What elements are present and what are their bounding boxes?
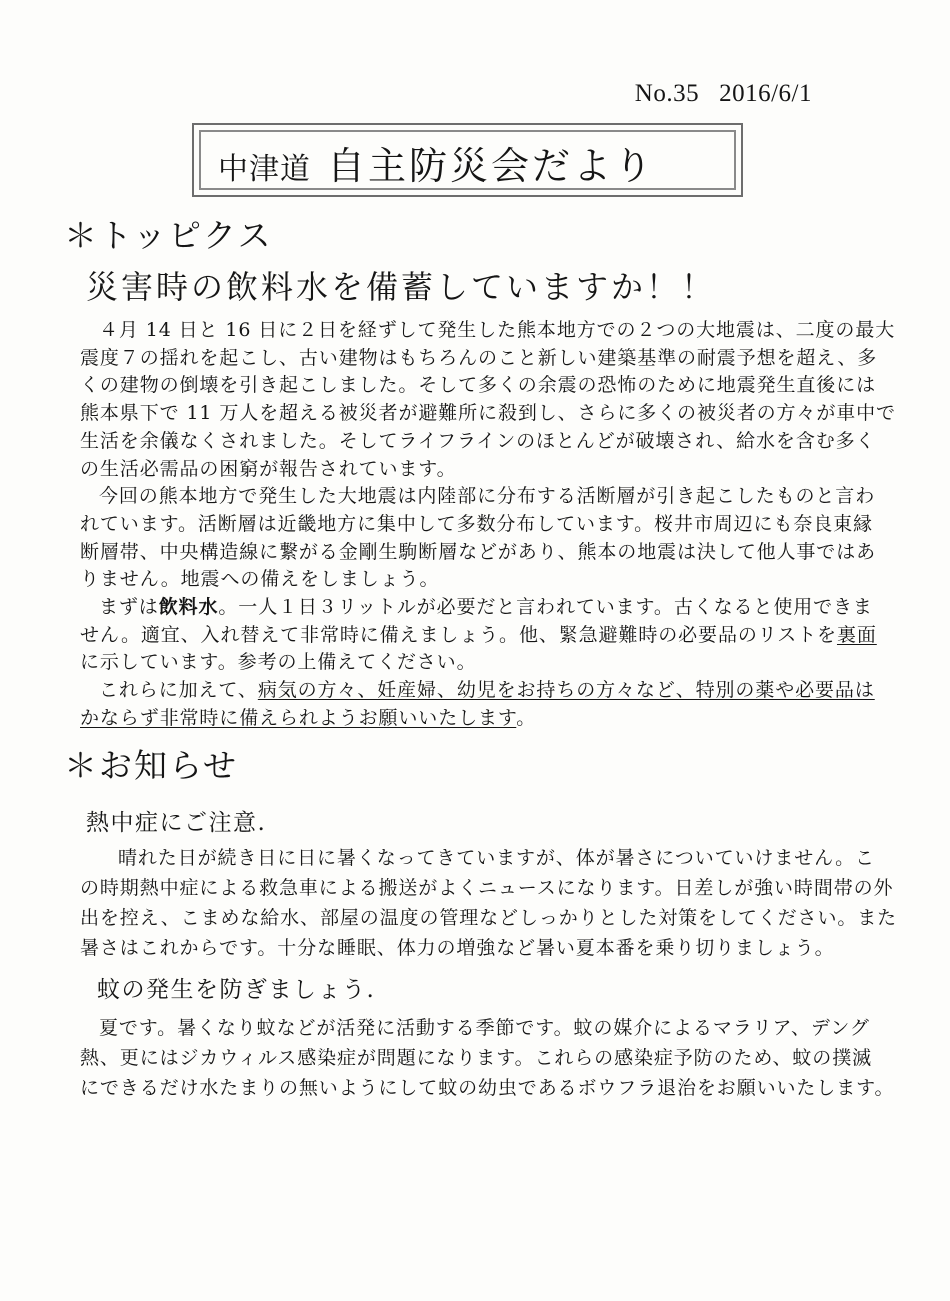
- newsletter-title: [218, 135, 655, 190]
- text-line: 熱、更にはジカウィルス感染症が問題になります。これらの感染症予防のため、蚊の撲滅: [80, 1047, 873, 1069]
- topics-heading: ＊トッピクス: [64, 216, 273, 255]
- notice-heading: ＊お知らせ: [64, 746, 239, 785]
- text-line: の生活必需品の困窮が報告されています。: [80, 457, 457, 480]
- title-main: 自主防災会だより: [327, 144, 656, 188]
- issue-info: [635, 80, 812, 108]
- text-line: 震度７の揺れを起こし、古い建物はもちろんのこと新しい建築基準の耐震予想を超え、多: [80, 346, 878, 369]
- topics-body: [80, 317, 896, 733]
- text-line: にできるだけ水たまりの無いようにして蚊の幼虫であるボウフラ退治をお願いいたします。: [80, 1077, 895, 1099]
- text-line: 晴れた日が続き日に日に暑くなってきていますが、体が暑さについていけません。こ: [118, 847, 875, 869]
- text-segment: 。: [516, 706, 537, 729]
- text-line: [80, 622, 880, 650]
- special-needs-underline: かならず非常時に備えられようお願いいたします: [80, 706, 517, 729]
- text-line: の時期熱中症による救急車による搬送がよくニュースになります。日差しが強い時間帯の外: [80, 877, 894, 899]
- mosquito-heading: 蚊の発生を防ぎましょう.: [97, 977, 376, 1003]
- text-line: に示しています。参考の上備えてください。: [80, 651, 477, 674]
- title-area-name: 中津道: [218, 152, 311, 187]
- text-line: 出を控え、こまめな給水、部屋の温度の管理などしっかりとした対策をしてください。また: [80, 907, 898, 929]
- text-line: ４月 14 日と 16 日に２日を経ずして発生した熊本地方での２つの大地震は、二度の最大: [99, 319, 896, 341]
- special-needs-underline: 病気の方々、妊産婦、幼児をお持ちの方々など、特別の薬や必要品は: [257, 679, 875, 702]
- text-segment: せん。適宜、入れ替えて非常時に備えましょう。他、緊急避難時の必要品のリストを: [80, 623, 837, 646]
- text-line: 熊本県下で 11 万人を超える被災者が避難所に殺到し、さらに多くの被災者の方々が車中で: [80, 402, 896, 425]
- text-line: 今回の熊本地方で発生した大地震は内陸部に分布する活断層が引き起こしたものと言わ: [99, 485, 876, 508]
- text-line: [80, 594, 880, 622]
- drinking-water-emphasis: 飲料水: [158, 596, 219, 619]
- text-line: れています。活断層は近畿地方に集中して多数分布しています。桜井市周辺にも奈良東縁: [80, 512, 873, 535]
- title-box: [192, 123, 743, 197]
- text-line: [80, 677, 880, 705]
- text-line: [80, 705, 880, 733]
- heatstroke-heading: 熱中症にご注意.: [86, 810, 267, 836]
- heatstroke-body: [80, 843, 898, 963]
- text-segment: 。一人１日３リットルが必要だと言われています。古くなると使用できま: [218, 596, 873, 619]
- topics-headline: 災害時の飲料水を備蓄していますか！！: [86, 268, 717, 306]
- text-line: 夏です。暑くなり蚊などが活発に活動する季節です。蚊の媒介によるマラリア、デング: [99, 1017, 870, 1039]
- text-line: 断層帯、中央構造線に繋がる金剛生駒断層などがあり、熊本の地震は決して他人事ではあ: [80, 540, 877, 563]
- text-segment: これらに加えて、: [99, 679, 258, 702]
- text-line: くの建物の倒壊を引き起こしました。そして多くの余震の恐怖のために地震発生直後には: [80, 374, 877, 397]
- text-line: 暑さはこれからです。十分な睡眠、体力の増強など暑い夏本番を乗り切りましょう。: [80, 937, 835, 959]
- mosquito-body: [80, 1013, 895, 1103]
- text-line: りません。地震への備えをしましょう。: [80, 568, 440, 591]
- issue-number: No.35: [634, 80, 700, 107]
- issue-date: 2016/6/1: [719, 80, 812, 107]
- text-line: 生活を余儀なくされました。そしてライフラインのほとんどが破壊され、給水を含む多く: [80, 429, 876, 452]
- back-page-reference: 裏面: [836, 623, 877, 646]
- text-segment: まずは: [99, 596, 159, 619]
